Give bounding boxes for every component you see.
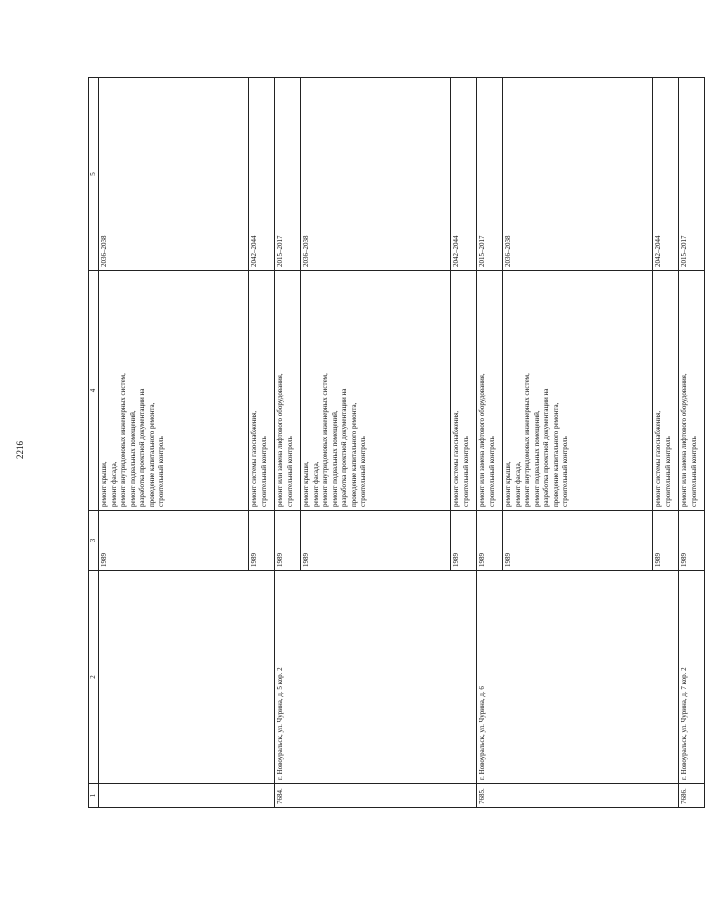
row-address: г. Новоуральск, ул. Чурина, д. 6 xyxy=(477,571,679,784)
work-item: разработка проектной документации на xyxy=(138,388,147,507)
row-period: 2036–2038 xyxy=(99,78,249,271)
work-item: разработка проектной документации на xyxy=(542,388,551,507)
row-period: 2036–2038 xyxy=(503,78,653,271)
repair-schedule-table-wrap xyxy=(88,78,698,808)
table-row xyxy=(477,78,503,808)
row-works xyxy=(679,271,705,511)
row-number: 7685. xyxy=(477,784,679,808)
header-col-2: 2 xyxy=(89,571,99,784)
table-row xyxy=(275,78,301,808)
row-works xyxy=(99,271,249,511)
work-item: ремонт или замена лифтового оборудования, xyxy=(680,373,689,507)
row-period: 2042–2044 xyxy=(249,78,275,271)
work-item: ремонт подвальных помещений, xyxy=(532,410,541,507)
work-item: ремонт системы газоснабжения, xyxy=(452,410,461,507)
row-year: 1989 xyxy=(653,511,679,571)
row-period: 2042–2044 xyxy=(451,78,477,271)
work-item: строительный контроль xyxy=(689,436,698,507)
work-item: ремонт крыши, xyxy=(504,461,513,507)
row-year: 1989 xyxy=(503,511,653,571)
table-row xyxy=(99,78,249,808)
header-col-1: 1 xyxy=(89,784,99,808)
header-col-3: 3 xyxy=(89,511,99,571)
work-item: проведение капитального ремонта, xyxy=(349,402,358,507)
work-item: проведение капитального ремонта, xyxy=(147,402,156,507)
work-item: ремонт или замена лифтового оборудования, xyxy=(276,373,285,507)
header-row xyxy=(89,78,99,808)
row-number: 7686. xyxy=(679,784,705,808)
work-item: ремонт внутридомовых инженерных систем, xyxy=(523,373,532,507)
page-number: 2216 xyxy=(15,441,25,459)
work-item: строительный контроль xyxy=(157,436,166,507)
work-item: ремонт подвальных помещений, xyxy=(128,410,137,507)
row-address xyxy=(99,571,275,784)
row-year: 1989 xyxy=(679,511,705,571)
row-period: 2015–2017 xyxy=(275,78,301,271)
header-col-4: 4 xyxy=(89,271,99,511)
work-item: ремонт фасада, xyxy=(109,461,118,507)
row-works xyxy=(451,271,477,511)
row-period: 2036–2038 xyxy=(301,78,451,271)
table-row xyxy=(679,78,705,808)
repair-schedule-table xyxy=(88,77,705,808)
row-year: 1989 xyxy=(99,511,249,571)
row-address: г. Новоуральск, ул. Чурина, д. 5 кор. 2 xyxy=(275,571,477,784)
row-address: г. Новоуральск, ул. Чурина, д. 7 кор. 2 xyxy=(679,571,705,784)
work-item: ремонт внутридомовых инженерных систем, xyxy=(119,373,128,507)
work-item: ремонт крыши, xyxy=(302,461,311,507)
work-item: ремонт фасада, xyxy=(311,461,320,507)
work-item: ремонт крыши, xyxy=(100,461,109,507)
work-item: строительный контроль xyxy=(561,436,570,507)
work-item: строительный контроль xyxy=(259,436,268,507)
row-works xyxy=(477,271,503,511)
row-number xyxy=(99,784,275,808)
row-works xyxy=(275,271,301,511)
row-period: 2015–2017 xyxy=(679,78,705,271)
row-number: 7684. xyxy=(275,784,477,808)
work-item: строительный контроль xyxy=(461,436,470,507)
work-item: проведение капитального ремонта, xyxy=(551,402,560,507)
row-works xyxy=(249,271,275,511)
row-works xyxy=(653,271,679,511)
row-period: 2015–2017 xyxy=(477,78,503,271)
work-item: строительный контроль xyxy=(663,436,672,507)
work-item: строительный контроль xyxy=(285,436,294,507)
table-body xyxy=(99,78,705,808)
row-year: 1989 xyxy=(451,511,477,571)
row-works xyxy=(301,271,451,511)
row-year: 1989 xyxy=(275,511,301,571)
work-item: ремонт подвальных помещений, xyxy=(330,410,339,507)
row-period: 2042–2044 xyxy=(653,78,679,271)
row-year: 1989 xyxy=(301,511,451,571)
work-item: ремонт фасада, xyxy=(513,461,522,507)
work-item: ремонт внутридомовых инженерных систем, xyxy=(321,373,330,507)
row-year: 1989 xyxy=(249,511,275,571)
row-year: 1989 xyxy=(477,511,503,571)
work-item: разработка проектной документации на xyxy=(340,388,349,507)
work-item: строительный контроль xyxy=(487,436,496,507)
work-item: строительный контроль xyxy=(359,436,368,507)
row-works xyxy=(503,271,653,511)
header-col-5: 5 xyxy=(89,78,99,271)
work-item: ремонт системы газоснабжения, xyxy=(654,410,663,507)
work-item: ремонт системы газоснабжения, xyxy=(250,410,259,507)
work-item: ремонт или замена лифтового оборудования, xyxy=(478,373,487,507)
